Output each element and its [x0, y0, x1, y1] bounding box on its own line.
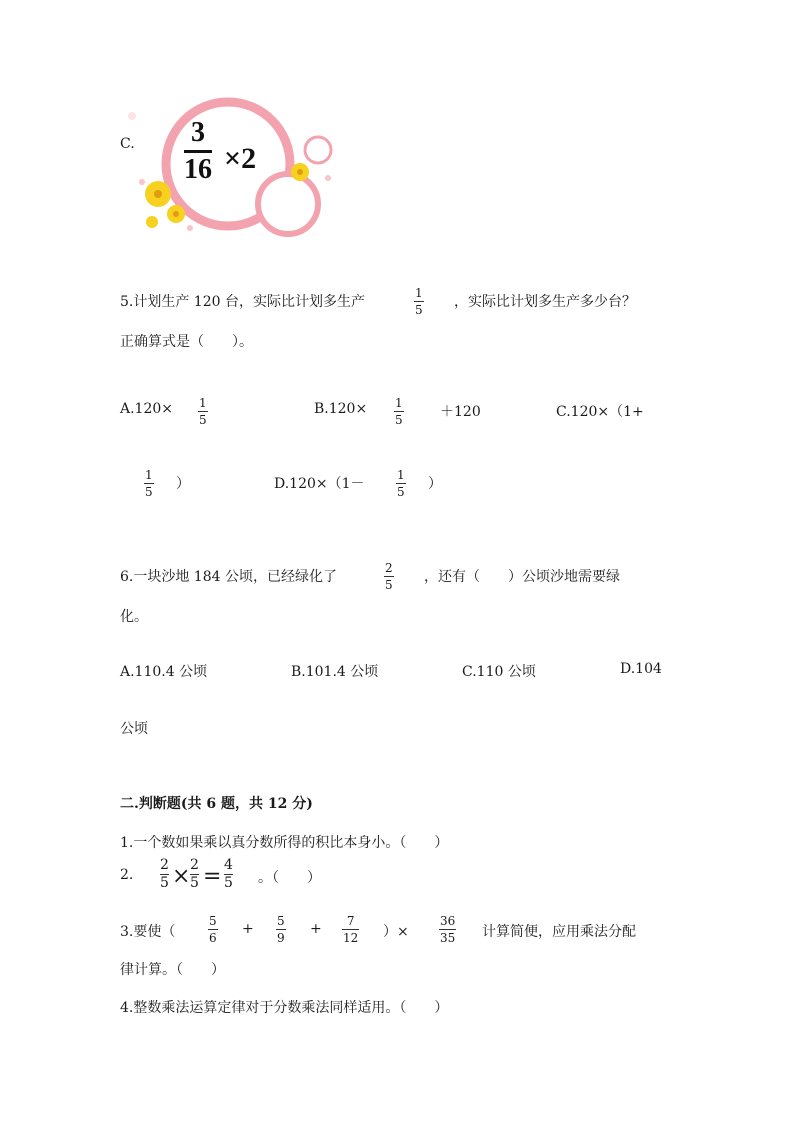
equals-sign: = — [203, 864, 222, 889]
judge-3-fraction-2 — [276, 914, 286, 945]
q5-stem-b: ，实际比计划多生产多少台？ — [454, 294, 636, 310]
q6-stem-a: 6.一块沙地 184 公顷，已经绿化了 — [120, 569, 337, 585]
q5-option-d-tail: ） — [428, 476, 442, 492]
image-fraction-den: 16 — [184, 154, 212, 185]
q5-option-b-fraction — [394, 396, 404, 427]
q4-option-c-label: C. — [120, 136, 135, 152]
frac-den: 35 — [440, 931, 456, 945]
frac-den: 5 — [145, 485, 153, 499]
judge-2-fraction-3 — [224, 858, 233, 891]
fraction-bar — [184, 150, 212, 153]
frac-den: 5 — [395, 413, 403, 427]
judge-item-2-tail: 。（ ） — [258, 870, 321, 886]
judge-item-3-tail: 计算简便，应用乘法分配 — [482, 924, 636, 940]
frac-den: 5 — [385, 578, 393, 592]
q5-option-c: C.120×（1+ — [556, 404, 644, 420]
frac-num: 36 — [440, 914, 456, 928]
q6-option-b: B.101.4 公顷 — [291, 664, 379, 680]
frac-num: 1 — [397, 468, 405, 482]
q5-frac-num: 1 — [415, 286, 423, 300]
q5-option-a-fraction — [198, 396, 208, 427]
plus-sign: + — [242, 921, 254, 937]
frac-den: 12 — [343, 931, 359, 945]
frac-num: 2 — [385, 561, 393, 575]
fraction-bar — [342, 929, 359, 930]
frac-den: 5 — [160, 875, 169, 891]
frac-num: 7 — [346, 914, 355, 928]
frac-num: 1 — [145, 468, 153, 482]
judge-3-fraction-4 — [439, 914, 456, 945]
fraction-bar — [384, 576, 394, 577]
frac-den: 5 — [397, 485, 405, 499]
q6-stem-b: ，还有（ ）公顷沙地需要绿 — [424, 569, 620, 585]
image-fraction — [184, 118, 212, 185]
fraction-bar — [144, 483, 154, 484]
image-times-two: ×2 — [224, 142, 257, 175]
judge-3-fraction-1 — [208, 914, 218, 945]
fraction-bar — [439, 929, 456, 930]
q5-stem-line2: 正确算式是（ ）。 — [120, 334, 253, 350]
frac-den: 6 — [209, 931, 217, 945]
judge-item-1: 1.一个数如果乘以真分数所得的积比本身小。（ ） — [120, 835, 449, 851]
plus-sign: + — [310, 921, 322, 937]
judge-item-3-prefix: 3.要使（ — [120, 924, 176, 940]
frac-num: 5 — [277, 914, 285, 928]
q6-option-d-cont: 公顷 — [120, 721, 148, 737]
frac-num: 4 — [224, 857, 233, 873]
frac-num: 1 — [395, 396, 403, 410]
q5-stem-a: 5.计划生产 120 台，实际比计划多生产 — [120, 294, 365, 310]
q5-option-c-tail: ） — [176, 476, 190, 492]
q6-stem-line2: 化。 — [120, 609, 148, 625]
q6-stem-fraction — [384, 561, 394, 592]
judge-2-fraction-1 — [160, 858, 169, 891]
q5-option-c-fraction — [144, 468, 154, 499]
fraction-bar — [396, 483, 406, 484]
judge-2-fraction-2 — [190, 858, 199, 891]
q5-option-a: A.120× — [120, 401, 174, 417]
q6-option-d: D.104 — [620, 661, 662, 677]
q5-option-b-tail: ＋120 — [440, 404, 481, 420]
frac-num: 5 — [209, 914, 217, 928]
q5-stem-fraction — [414, 286, 424, 317]
times-sign: × — [172, 864, 191, 889]
frac-num: 2 — [160, 857, 169, 873]
fraction-bar — [276, 929, 286, 930]
frac-num: 2 — [190, 857, 199, 873]
frac-num: 1 — [199, 396, 207, 410]
frac-den: 5 — [224, 875, 233, 891]
q5-option-d: D.120×（1－ — [274, 476, 365, 492]
frac-den: 5 — [199, 413, 207, 427]
judge-item-2-prefix: 2. — [120, 867, 134, 883]
fraction-bar — [198, 411, 208, 412]
q5-option-d-fraction — [396, 468, 406, 499]
frac-den: 5 — [190, 875, 199, 891]
fraction-bar — [414, 301, 424, 302]
q6-option-a: A.110.4 公顷 — [120, 664, 208, 680]
judge-item-4: 4.整数乘法运算定律对于分数乘法同样适用。（ ） — [120, 1000, 449, 1016]
close-paren-times: ）× — [383, 924, 409, 940]
q5-frac-den: 5 — [415, 303, 423, 317]
q5-option-b: B.120× — [314, 401, 368, 417]
q6-option-c: C.110 公顷 — [462, 664, 536, 680]
fraction-bar — [394, 411, 404, 412]
frac-den: 9 — [277, 931, 285, 945]
fraction-bar — [208, 929, 218, 930]
section-heading: 二.判断题(共 6 题，共 12 分) — [120, 796, 313, 812]
judge-item-3-line2: 律计算。（ ） — [120, 962, 225, 978]
judge-3-fraction-3 — [342, 914, 359, 945]
image-fraction-num: 3 — [191, 117, 205, 148]
